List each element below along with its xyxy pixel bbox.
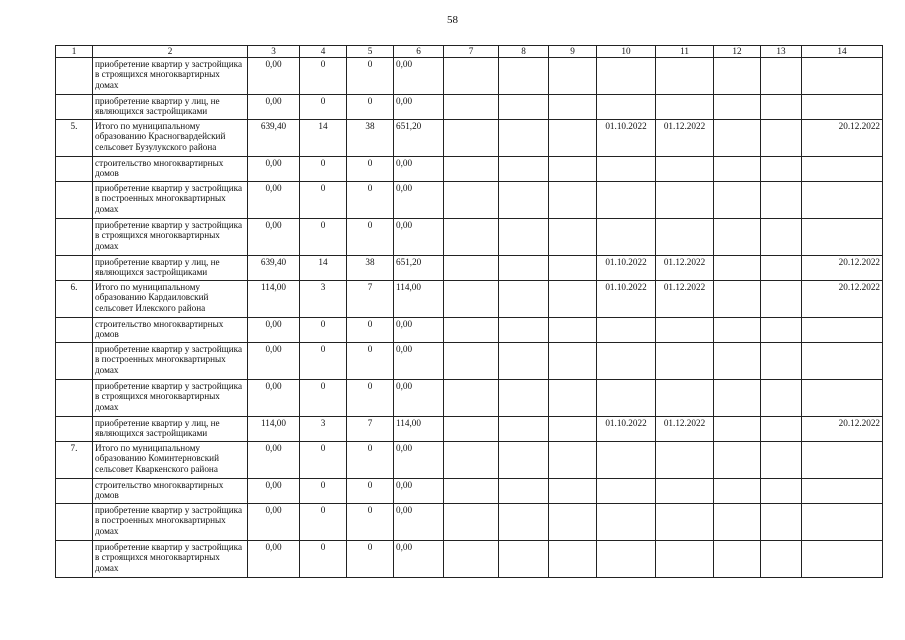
col12-cell — [714, 442, 761, 479]
col9-cell — [549, 95, 597, 120]
col4-cell: 14 — [300, 256, 347, 281]
col7-cell — [444, 256, 499, 281]
table-row — [56, 343, 883, 380]
description-cell: Итого по муниципальному образованию Красногвардейский сельсовет Бузулукского района — [93, 120, 248, 157]
col9-cell — [549, 318, 597, 343]
col9-cell — [549, 442, 597, 479]
col13-cell — [761, 541, 802, 578]
col12-cell — [714, 479, 761, 504]
col12-cell — [714, 417, 761, 442]
col3-cell: 114,00 — [248, 281, 300, 318]
col11-date-cell: 01.12.2022 — [656, 120, 714, 157]
column-header: 14 — [802, 46, 883, 58]
table-row — [56, 182, 883, 219]
row-number-cell — [56, 343, 93, 380]
col7-cell — [444, 343, 499, 380]
table-row — [56, 442, 883, 479]
col10-date-cell: 01.10.2022 — [597, 256, 656, 281]
col7-cell — [444, 318, 499, 343]
col12-cell — [714, 281, 761, 318]
col12-cell — [714, 318, 761, 343]
col13-cell — [761, 58, 802, 95]
table-row — [56, 541, 883, 578]
col10-date-cell — [597, 442, 656, 479]
description-cell: строительство многоквартирных домов — [93, 157, 248, 182]
col5-cell: 38 — [347, 256, 394, 281]
description-cell: приобретение квартир у лиц, не являющихся застройщиками — [93, 256, 248, 281]
column-header: 4 — [300, 46, 347, 58]
col13-cell — [761, 417, 802, 442]
col3-cell: 0,00 — [248, 58, 300, 95]
col7-cell — [444, 541, 499, 578]
col14-date-cell — [802, 95, 883, 120]
col9-cell — [549, 343, 597, 380]
col5-cell: 0 — [347, 442, 394, 479]
table-row — [56, 95, 883, 120]
col12-cell — [714, 256, 761, 281]
col8-cell — [499, 157, 549, 182]
description-cell: строительство многоквартирных домов — [93, 318, 248, 343]
col11-date-cell — [656, 380, 714, 417]
col5-cell: 0 — [347, 479, 394, 504]
col10-date-cell — [597, 343, 656, 380]
col8-cell — [499, 318, 549, 343]
col5-cell: 0 — [347, 541, 394, 578]
col9-cell — [549, 219, 597, 256]
col6-cell: 0,00 — [394, 343, 444, 380]
col6-cell: 0,00 — [394, 219, 444, 256]
col8-cell — [499, 182, 549, 219]
row-number-cell — [56, 541, 93, 578]
col14-date-cell — [802, 343, 883, 380]
col7-cell — [444, 182, 499, 219]
col4-cell: 0 — [300, 157, 347, 182]
description-cell: Итого по муниципальному образованию Коминтерновский сельсовет Кваркенского района — [93, 442, 248, 479]
col12-cell — [714, 343, 761, 380]
col5-cell: 0 — [347, 58, 394, 95]
col13-cell — [761, 504, 802, 541]
col8-cell — [499, 343, 549, 380]
col11-date-cell: 01.12.2022 — [656, 256, 714, 281]
col3-cell: 639,40 — [248, 120, 300, 157]
column-header: 12 — [714, 46, 761, 58]
col13-cell — [761, 380, 802, 417]
col6-cell: 0,00 — [394, 318, 444, 343]
col4-cell: 0 — [300, 541, 347, 578]
col7-cell — [444, 417, 499, 442]
col14-date-cell: 20.12.2022 — [802, 120, 883, 157]
col6-cell: 0,00 — [394, 182, 444, 219]
column-header: 10 — [597, 46, 656, 58]
col6-cell: 114,00 — [394, 281, 444, 318]
col13-cell — [761, 95, 802, 120]
col6-cell: 651,20 — [394, 256, 444, 281]
col11-date-cell — [656, 95, 714, 120]
col14-date-cell: 20.12.2022 — [802, 256, 883, 281]
col4-cell: 0 — [300, 479, 347, 504]
column-header: 8 — [499, 46, 549, 58]
col8-cell — [499, 442, 549, 479]
col3-cell: 114,00 — [248, 417, 300, 442]
col7-cell — [444, 120, 499, 157]
col13-cell — [761, 120, 802, 157]
col13-cell — [761, 157, 802, 182]
col9-cell — [549, 504, 597, 541]
col8-cell — [499, 504, 549, 541]
column-header: 3 — [248, 46, 300, 58]
col9-cell — [549, 120, 597, 157]
table-row — [56, 417, 883, 442]
col8-cell — [499, 256, 549, 281]
col4-cell: 3 — [300, 281, 347, 318]
col7-cell — [444, 479, 499, 504]
col3-cell: 0,00 — [248, 219, 300, 256]
column-header: 1 — [56, 46, 93, 58]
col8-cell — [499, 281, 549, 318]
housing-program-table — [55, 45, 883, 578]
col11-date-cell — [656, 442, 714, 479]
column-header: 11 — [656, 46, 714, 58]
col11-date-cell — [656, 219, 714, 256]
row-number-cell — [56, 157, 93, 182]
row-number-cell — [56, 219, 93, 256]
table-row — [56, 256, 883, 281]
col6-cell: 0,00 — [394, 479, 444, 504]
description-cell: приобретение квартир у лиц, не являющихся застройщиками — [93, 417, 248, 442]
col8-cell — [499, 120, 549, 157]
col6-cell: 0,00 — [394, 157, 444, 182]
col3-cell: 0,00 — [248, 95, 300, 120]
col3-cell: 0,00 — [248, 380, 300, 417]
col14-date-cell — [802, 219, 883, 256]
col5-cell: 7 — [347, 281, 394, 318]
col10-date-cell: 01.10.2022 — [597, 281, 656, 318]
col4-cell: 14 — [300, 120, 347, 157]
col7-cell — [444, 380, 499, 417]
col11-date-cell — [656, 504, 714, 541]
col10-date-cell — [597, 479, 656, 504]
column-header: 6 — [394, 46, 444, 58]
col10-date-cell: 01.10.2022 — [597, 120, 656, 157]
col12-cell — [714, 504, 761, 541]
col13-cell — [761, 219, 802, 256]
col11-date-cell — [656, 479, 714, 504]
col7-cell — [444, 58, 499, 95]
col14-date-cell — [802, 157, 883, 182]
col14-date-cell — [802, 442, 883, 479]
page-number: 58 — [447, 14, 458, 26]
col10-date-cell — [597, 380, 656, 417]
col12-cell — [714, 182, 761, 219]
col12-cell — [714, 95, 761, 120]
col9-cell — [549, 281, 597, 318]
col3-cell: 639,40 — [248, 256, 300, 281]
col8-cell — [499, 541, 549, 578]
col13-cell — [761, 479, 802, 504]
row-number-cell — [56, 504, 93, 541]
col6-cell: 0,00 — [394, 95, 444, 120]
col14-date-cell — [802, 182, 883, 219]
table-row — [56, 120, 883, 157]
col9-cell — [549, 256, 597, 281]
col8-cell — [499, 58, 549, 95]
column-header: 5 — [347, 46, 394, 58]
col12-cell — [714, 541, 761, 578]
description-cell: приобретение квартир у застройщика в построенных многоквартирных домах — [93, 343, 248, 380]
col4-cell: 3 — [300, 417, 347, 442]
col13-cell — [761, 343, 802, 380]
col5-cell: 0 — [347, 219, 394, 256]
col5-cell: 0 — [347, 343, 394, 380]
col5-cell: 0 — [347, 380, 394, 417]
col10-date-cell — [597, 318, 656, 343]
col11-date-cell — [656, 541, 714, 578]
col10-date-cell — [597, 541, 656, 578]
col3-cell: 0,00 — [248, 442, 300, 479]
col14-date-cell: 20.12.2022 — [802, 417, 883, 442]
row-number-cell — [56, 318, 93, 343]
col11-date-cell — [656, 182, 714, 219]
col12-cell — [714, 380, 761, 417]
col7-cell — [444, 281, 499, 318]
description-cell: приобретение квартир у застройщика в строящихся многоквартирных домах — [93, 541, 248, 578]
col6-cell: 0,00 — [394, 380, 444, 417]
col5-cell: 0 — [347, 95, 394, 120]
col5-cell: 0 — [347, 504, 394, 541]
description-cell: приобретение квартир у лиц, не являющихся застройщиками — [93, 95, 248, 120]
col5-cell: 7 — [347, 417, 394, 442]
col12-cell — [714, 58, 761, 95]
column-header: 2 — [93, 46, 248, 58]
col6-cell: 651,20 — [394, 120, 444, 157]
column-header: 9 — [549, 46, 597, 58]
col14-date-cell — [802, 504, 883, 541]
col3-cell: 0,00 — [248, 343, 300, 380]
row-number-cell — [56, 58, 93, 95]
column-header: 13 — [761, 46, 802, 58]
table-row — [56, 58, 883, 95]
table-row — [56, 318, 883, 343]
col6-cell: 114,00 — [394, 417, 444, 442]
col11-date-cell — [656, 58, 714, 95]
table-row — [56, 380, 883, 417]
col6-cell: 0,00 — [394, 541, 444, 578]
col3-cell: 0,00 — [248, 157, 300, 182]
description-cell: приобретение квартир у застройщика в построенных многоквартирных домах — [93, 504, 248, 541]
col4-cell: 0 — [300, 504, 347, 541]
col13-cell — [761, 182, 802, 219]
col12-cell — [714, 157, 761, 182]
col5-cell: 0 — [347, 318, 394, 343]
col12-cell — [714, 219, 761, 256]
col9-cell — [549, 157, 597, 182]
table-row — [56, 479, 883, 504]
row-number-cell — [56, 95, 93, 120]
col13-cell — [761, 318, 802, 343]
col4-cell: 0 — [300, 182, 347, 219]
col7-cell — [444, 157, 499, 182]
col4-cell: 0 — [300, 380, 347, 417]
description-cell: приобретение квартир у застройщика в строящихся многоквартирных домах — [93, 219, 248, 256]
col12-cell — [714, 120, 761, 157]
row-number-cell — [56, 479, 93, 504]
table-row — [56, 281, 883, 318]
col10-date-cell — [597, 157, 656, 182]
col10-date-cell — [597, 182, 656, 219]
col4-cell: 0 — [300, 343, 347, 380]
col3-cell: 0,00 — [248, 504, 300, 541]
col14-date-cell — [802, 479, 883, 504]
col13-cell — [761, 442, 802, 479]
col13-cell — [761, 281, 802, 318]
table-row — [56, 504, 883, 541]
description-cell: приобретение квартир у застройщика в построенных многоквартирных домах — [93, 182, 248, 219]
col9-cell — [549, 479, 597, 504]
row-number-cell: 5. — [56, 120, 93, 157]
col9-cell — [549, 541, 597, 578]
col3-cell: 0,00 — [248, 541, 300, 578]
col11-date-cell — [656, 343, 714, 380]
col13-cell — [761, 256, 802, 281]
col9-cell — [549, 417, 597, 442]
col5-cell: 0 — [347, 182, 394, 219]
description-cell: приобретение квартир у застройщика в строящихся многоквартирных домах — [93, 58, 248, 95]
col7-cell — [444, 504, 499, 541]
col8-cell — [499, 417, 549, 442]
col11-date-cell — [656, 157, 714, 182]
col4-cell: 0 — [300, 442, 347, 479]
row-number-cell — [56, 417, 93, 442]
col9-cell — [549, 380, 597, 417]
col3-cell: 0,00 — [248, 182, 300, 219]
col4-cell: 0 — [300, 219, 347, 256]
col4-cell: 0 — [300, 318, 347, 343]
col8-cell — [499, 380, 549, 417]
col3-cell: 0,00 — [248, 479, 300, 504]
table-row — [56, 157, 883, 182]
col10-date-cell: 01.10.2022 — [597, 417, 656, 442]
col8-cell — [499, 479, 549, 504]
column-header: 7 — [444, 46, 499, 58]
col7-cell — [444, 95, 499, 120]
col4-cell: 0 — [300, 58, 347, 95]
col14-date-cell — [802, 380, 883, 417]
col10-date-cell — [597, 58, 656, 95]
table-row — [56, 219, 883, 256]
row-number-cell: 6. — [56, 281, 93, 318]
col11-date-cell — [656, 318, 714, 343]
col7-cell — [444, 219, 499, 256]
col5-cell: 0 — [347, 157, 394, 182]
description-cell: Итого по муниципальному образованию Кардаиловский сельсовет Илекского района — [93, 281, 248, 318]
col4-cell: 0 — [300, 95, 347, 120]
col14-date-cell: 20.12.2022 — [802, 281, 883, 318]
col11-date-cell: 01.12.2022 — [656, 417, 714, 442]
col7-cell — [444, 442, 499, 479]
col10-date-cell — [597, 504, 656, 541]
col3-cell: 0,00 — [248, 318, 300, 343]
col11-date-cell: 01.12.2022 — [656, 281, 714, 318]
table-body — [56, 58, 883, 578]
col14-date-cell — [802, 58, 883, 95]
row-number-cell — [56, 182, 93, 219]
col14-date-cell — [802, 318, 883, 343]
col8-cell — [499, 219, 549, 256]
col9-cell — [549, 58, 597, 95]
column-number-row — [56, 46, 883, 58]
description-cell: приобретение квартир у застройщика в строящихся многоквартирных домах — [93, 380, 248, 417]
col9-cell — [549, 182, 597, 219]
col6-cell: 0,00 — [394, 58, 444, 95]
col10-date-cell — [597, 219, 656, 256]
col6-cell: 0,00 — [394, 504, 444, 541]
col8-cell — [499, 95, 549, 120]
col5-cell: 38 — [347, 120, 394, 157]
description-cell: строительство многоквартирных домов — [93, 479, 248, 504]
row-number-cell — [56, 256, 93, 281]
col6-cell: 0,00 — [394, 442, 444, 479]
row-number-cell: 7. — [56, 442, 93, 479]
col10-date-cell — [597, 95, 656, 120]
row-number-cell — [56, 380, 93, 417]
col14-date-cell — [802, 541, 883, 578]
